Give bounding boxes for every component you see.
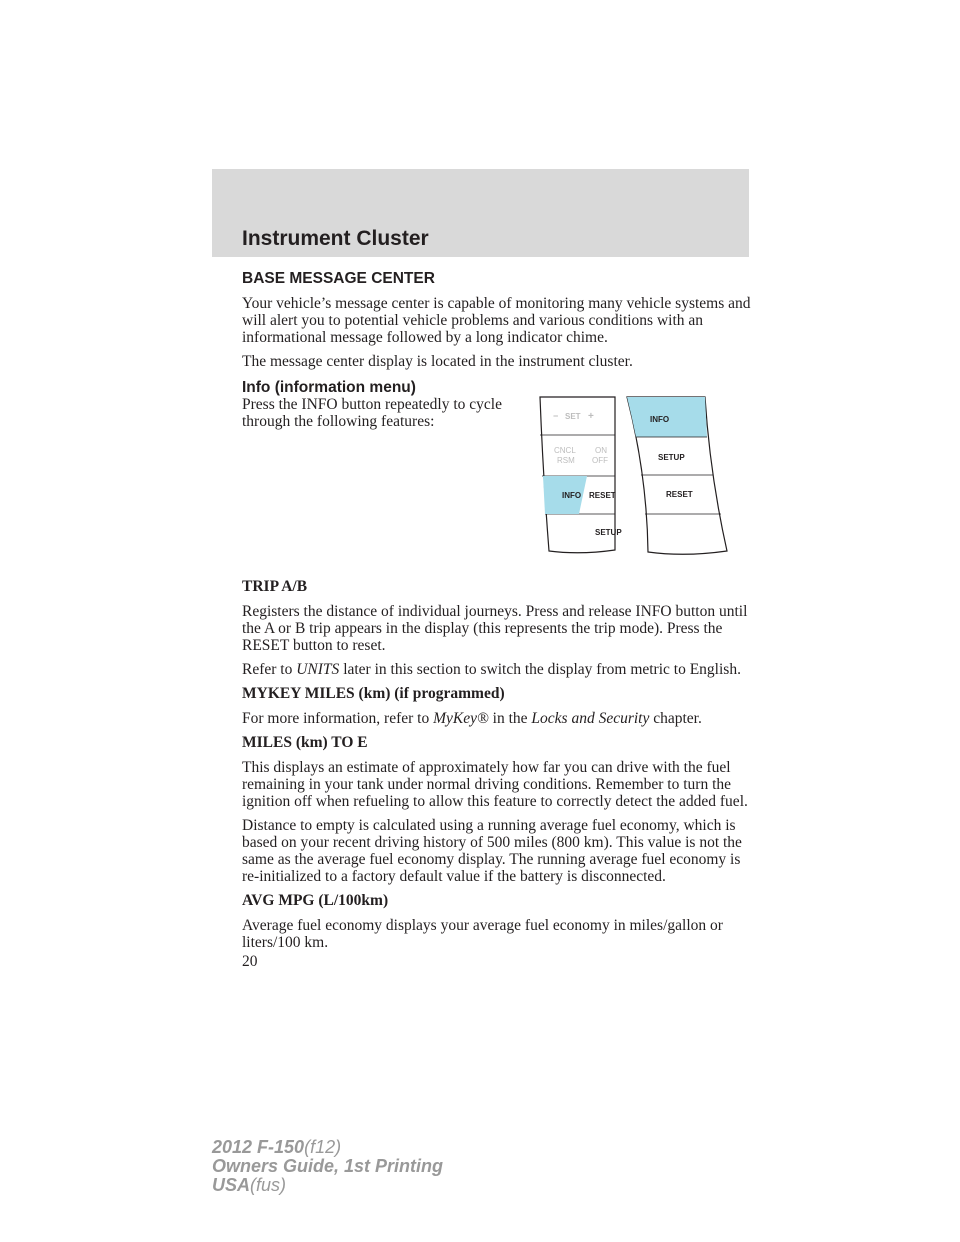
paragraph-info-1: Press the INFO button repeatedly to cycle through the following features: — [242, 396, 502, 430]
section-heading-trip: TRIP A/B — [242, 578, 308, 595]
base-message-center-section — [242, 270, 752, 397]
left-setup-label: SETUP — [595, 528, 622, 537]
trip-2-pre: Refer to — [242, 661, 293, 678]
right-info-label: INFO — [650, 415, 670, 424]
set-minus-label: − — [553, 411, 559, 421]
page-title: Instrument Cluster — [242, 227, 429, 250]
section-heading-avg-mpg: AVG MPG (L/100km) — [242, 892, 389, 909]
paragraph-base-1: Your vehicle’s message center is capable of monitoring many vehicle systems and will alert you to potential vehicle problems and various conditions with an informational message followed by a long indicator chime. — [242, 295, 751, 346]
mykey-mid: in the — [492, 710, 528, 727]
footer-line-1 — [212, 1138, 443, 1157]
paragraph-mykey — [242, 710, 752, 727]
steering-wheel-controls-figure — [535, 395, 745, 560]
section-heading-info-menu: Info (information menu) — [242, 379, 416, 396]
left-reset-label: RESET — [589, 491, 616, 500]
paragraph-trip-1: Registers the distance of individual journeys. Press and release INFO button until the A or B trip appears in the display (this represents the trip mode). Press the RESET button to reset. — [242, 603, 748, 654]
cncl-label: CNCL — [554, 446, 576, 455]
paragraph-base-2: The message center display is located in the instrument cluster. — [242, 353, 633, 370]
mykey-reference: MyKey® — [433, 710, 489, 727]
units-reference: UNITS — [296, 661, 340, 678]
right-reset-label: RESET — [666, 490, 693, 499]
print-footer — [212, 1138, 443, 1195]
trip-2-post: later in this section to switch the display from metric to English. — [343, 661, 741, 678]
footer-line-3 — [212, 1176, 443, 1195]
set-plus-label: + — [588, 411, 594, 422]
right-setup-label: SETUP — [658, 453, 685, 462]
mykey-pre: For more information, refer to — [242, 710, 430, 727]
footer-line-2 — [212, 1157, 443, 1176]
on-label: ON — [595, 446, 607, 455]
section-heading-dte: MILES (km) TO E — [242, 734, 368, 751]
section-heading-base-message-center: BASE MESSAGE CENTER — [242, 270, 435, 287]
paragraph-dte-1: This displays an estimate of approximately how far you can drive with the fuel remaining in your tank under normal driving conditions. Remember to turn the ignition off when refueling to allow this feature to correctly detect the added fuel. — [242, 759, 748, 810]
footer-model: 2012 F-150 — [212, 1137, 305, 1157]
info-intro — [242, 396, 512, 430]
mykey-post: chapter. — [653, 710, 702, 727]
rsm-label: RSM — [557, 456, 575, 465]
left-control-panel — [540, 397, 622, 553]
off-label: OFF — [592, 456, 608, 465]
footer-guide: Owners Guide, 1st Printing — [212, 1156, 444, 1176]
set-label: SET — [565, 412, 581, 421]
paragraph-trip-2 — [242, 661, 752, 678]
paragraph-avg-mpg: Average fuel economy displays your average fuel economy in miles/gallon or liters/100 km. — [242, 917, 723, 951]
footer-market: USA — [212, 1175, 251, 1195]
footer-market-code: (fus) — [250, 1175, 287, 1195]
footer-model-code: (f12) — [304, 1137, 342, 1157]
paragraph-dte-2: Distance to empty is calculated using a running average fuel economy, which is based on your recent driving history of 500 miles (800 km). This value is not the same as the average fuel economy display. The running average fuel economy is re-initialized to a factory default value if the battery is disconnected. — [242, 817, 742, 885]
page-number: 20 — [242, 953, 258, 970]
left-info-label: INFO — [562, 491, 582, 500]
section-heading-mykey: MYKEY MILES (km) (if programmed) — [242, 685, 505, 702]
header-band — [212, 169, 749, 257]
trip-section — [242, 578, 752, 970]
locks-security-reference: Locks and Security — [531, 710, 650, 727]
right-control-panel — [627, 397, 727, 554]
